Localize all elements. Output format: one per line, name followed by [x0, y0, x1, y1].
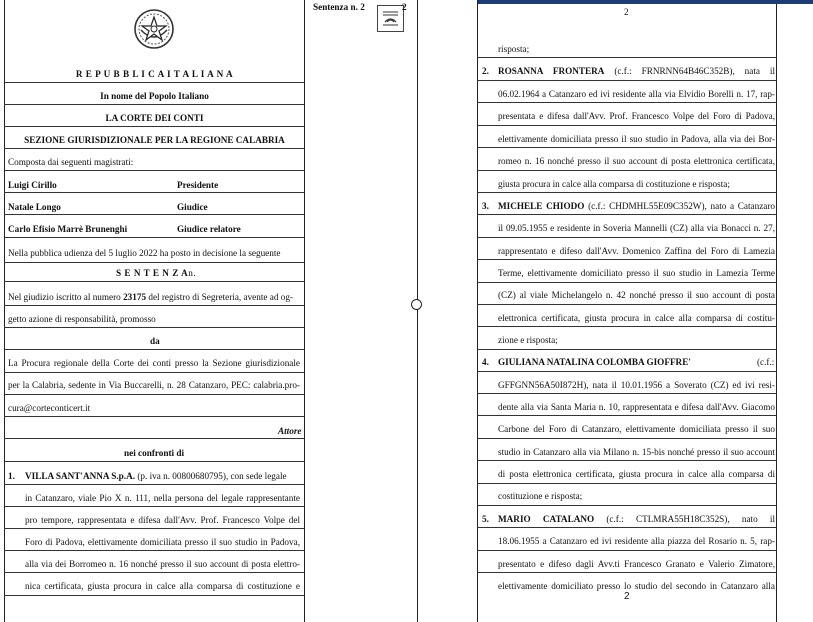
- attore-label: Attore: [278, 426, 302, 436]
- magistrate-name: Natale Longo: [8, 202, 61, 212]
- p4-name: GIULIANA NATALINA COLOMBA GIOFFRE': [498, 357, 691, 367]
- p4-cf-label: (c.f.:: [757, 357, 775, 367]
- page-number-bottom: 2: [624, 591, 630, 602]
- p4-line-3: Carbone del Foro di Catanzaro, elettivamente domiciliata presso il suo: [498, 424, 775, 434]
- p3-line-4: Terme, elettivamente domiciliato presso il suo studio in Lamezia Terme: [498, 268, 775, 278]
- sentenza-number-suffix: 2: [402, 2, 407, 12]
- p5-line-3: presentato e difeso dagli Avv.ti Francesco Granato e Valerio Zimatore,: [498, 559, 775, 569]
- composta-text: Composta dai seguenti magistrati:: [8, 157, 134, 167]
- giudizio-line-2: getto azione di responsabilità, promosso: [8, 314, 156, 324]
- magistrate-role: Giudice relatore: [177, 224, 241, 234]
- page-number-top: 2: [624, 7, 629, 17]
- villa-line-4: Foro di Padova, elettivamente domiciliata presso il suo studio in Padova,: [25, 537, 300, 547]
- p5-line-4: elettivamente domiciliato presso lo studio del secondo in Catanzaro alla: [498, 581, 775, 591]
- p2-line-3: presentata e difesa dall'Avv. Prof. Francesco Volpe del Foro di Padova,: [498, 111, 775, 121]
- p5-line-2: 18.06.1955 a Catanzaro ed ivi residente alla piazza del Rosario n. 5, rap-: [498, 536, 775, 546]
- villa-line-1: VILLA SANT'ANNA S.p.A. (p. iva n. 00800680795), con sede legale: [25, 471, 287, 481]
- drag-handle-circle[interactable]: [411, 299, 422, 310]
- sezione-heading: SEZIONE GIURISDIZIONALE PER LA REGIONE CALABRIA: [24, 135, 285, 145]
- confronti-label: nei confronti di: [124, 448, 185, 458]
- corte-heading: LA CORTE DEI CONTI: [105, 113, 204, 123]
- republic-heading: R E P U B B L I C A I T A L I A N A: [75, 69, 234, 79]
- page-gap-line: [417, 0, 418, 622]
- villa-line-6: nica certificata, giusta procura in calce alla comparsa di costituzione e: [25, 581, 300, 591]
- party-number: 5.: [482, 514, 489, 524]
- p2-line-5: romeo n. 16 nonché presso il suo account di posta elettronica certificata,: [498, 156, 775, 166]
- villa-line-5: alla via dei Borromeo n. 16 nonché presso il suo account di posta elettro-: [25, 559, 300, 569]
- p4-line-6: costituzione e risposta;: [498, 491, 583, 501]
- procura-line-2: per la Calabria, sedente in Via Buccarelli, n. 28 Catanzaro, PEC: calabria.pro-: [8, 380, 300, 390]
- giudizio-line-1: Nel giudizio iscritto al numero 23175 del registro di Segreteria, avente ad og-: [8, 292, 293, 302]
- left-column-divider: [304, 0, 305, 622]
- p4-line-1: GFFGNN56A50I872H), nata il 10.01.1956 a Soverato (CZ) ed ivi resi-: [498, 380, 775, 390]
- party-number: 2.: [482, 66, 489, 76]
- p3-line-7: zione e risposta;: [498, 335, 558, 345]
- p3-line-2: il 09.05.1955 e residente in Soveria Mannelli (CZ) alla via Bonacci n. 27,: [498, 223, 775, 233]
- p2-line-1: ROSANNA FRONTERA (c.f.: FRNRNN64B46C352B), nata il: [498, 66, 776, 76]
- right-column-divider: [776, 0, 777, 622]
- villa-line-2: in Catanzaro, viale Pio X n. 111, nella persona del legale rappresentante: [25, 493, 300, 503]
- da-label: da: [150, 336, 160, 346]
- p2-line-4: elettivamente domiciliata presso il suo studio in Padova, alla via dei Bor-: [498, 134, 775, 144]
- p3-line-5: (CZ) al viale Michelangelo n. 42 nonché presso il suo account di posta: [498, 290, 775, 300]
- risposta-line: risposta;: [498, 44, 530, 54]
- party-number: 3.: [482, 201, 489, 211]
- magistrate-role: Giudice: [177, 202, 208, 212]
- document-stamp-icon[interactable]: [377, 5, 404, 32]
- p2-line-2: 06.02.1964 a Catanzaro ed ivi residente alla via Elvidio Borelli n. 17, rap-: [498, 89, 775, 99]
- page-top-bar: [478, 0, 813, 4]
- p5-line-1: MARIO CATALANO (c.f.: CTLMRA55H18C352S), nato il: [498, 514, 776, 524]
- p4-line-2: dente alla via Santa Maria n. 10, rappresentata e difesa dall'Avv. Giacomo: [498, 402, 775, 412]
- p2-line-6: giusta procura in calce alla comparsa di costituzione e risposta;: [498, 179, 730, 189]
- udienza-text: Nella pubblica udienza del 5 luglio 2022 ha posto in decisione la seguente: [8, 248, 281, 258]
- villa-line-3: pro tempore, rappresentata e difesa dall'Avv. Prof. Francesco Volpe del: [25, 515, 300, 525]
- sentenza-number-label: Sentenza n. 2: [313, 2, 365, 12]
- procura-line-1: La Procura regionale della Corte dei conti presso la Sezione giurisdizionale: [8, 358, 300, 368]
- p3-line-1: MICHELE CHIODO (c.f.: CHDMHL55E09C352W), nato a Catanzaro: [498, 201, 776, 211]
- magistrate-name: Luigi Cirillo: [8, 180, 57, 190]
- party-number: 1.: [8, 471, 15, 481]
- p3-line-3: rappresentato e difeso dall'Avv. Domenico Zaffina del Foro di Lamezia: [498, 246, 775, 256]
- magistrate-name: Carlo Efisio Marrè Brunenghi: [8, 224, 128, 234]
- p4-line-5: di posta elettronica certificata, giusta procura in calce alla comparsa di: [498, 469, 775, 479]
- procura-line-3: cura@corteconticert.it: [8, 403, 91, 413]
- right-margin-line: [477, 0, 478, 622]
- magistrate-role: Presidente: [177, 180, 219, 190]
- italian-emblem-icon: [133, 8, 175, 50]
- p4-line-4: studio in Catanzaro alla via Milano n. 15-bis nonché presso il suo account: [498, 447, 775, 457]
- popolo-heading: In nome del Popolo Italiano: [100, 91, 209, 101]
- sentenza-title: S E N T E N Z An.: [116, 268, 197, 278]
- p3-line-6: elettronica certificata, giusta procura in calce alla comparsa di costitu-: [498, 313, 775, 323]
- party-number: 4.: [482, 357, 489, 367]
